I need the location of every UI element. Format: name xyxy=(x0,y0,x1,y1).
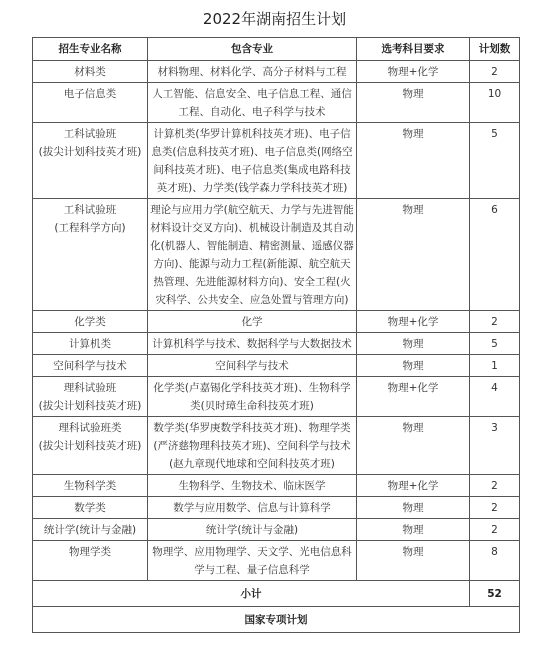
subjects-cell: 物理 xyxy=(357,333,470,355)
major-name-line: (拔尖计划科技英才班) xyxy=(38,400,142,412)
subjects-cell: 物理+化学 xyxy=(357,377,470,417)
table-row xyxy=(33,199,520,311)
major-name-line: 统计学(统计与金融) xyxy=(43,524,137,536)
major-name-cell xyxy=(33,355,148,377)
section-heading: 国家专项计划 xyxy=(33,607,520,633)
table-row xyxy=(33,311,520,333)
table-header-row xyxy=(33,38,520,61)
table-row xyxy=(33,61,520,83)
subjects-cell: 物理+化学 xyxy=(357,61,470,83)
subjects-cell: 物理 xyxy=(357,83,470,123)
includes-cell: 空间科学与技术 xyxy=(148,355,357,377)
subjects-cell: 物理 xyxy=(357,519,470,541)
major-name-line: 电子信息类 xyxy=(63,88,117,100)
quota-cell: 8 xyxy=(470,541,520,581)
subtotal-label: 小计 xyxy=(33,581,470,607)
major-name-line: 计算机类 xyxy=(69,338,111,350)
table-row xyxy=(33,123,520,199)
major-name-cell xyxy=(33,311,148,333)
major-name-line: (拔尖计划科技英才班) xyxy=(38,440,142,452)
enrollment-plan-table xyxy=(32,37,520,633)
subjects-cell: 物理 xyxy=(357,417,470,475)
quota-cell: 5 xyxy=(470,333,520,355)
table-row xyxy=(33,497,520,519)
major-name-cell xyxy=(33,475,148,497)
quota-cell: 6 xyxy=(470,199,520,311)
major-name-line: 理科试验班类 xyxy=(58,422,122,434)
subtotal-row xyxy=(33,581,520,607)
header-includes: 包含专业 xyxy=(148,38,357,61)
major-name-line: 生物科学类 xyxy=(63,480,117,492)
major-name-line: 物理学类 xyxy=(69,546,111,558)
quota-cell: 4 xyxy=(470,377,520,417)
major-name-line: 工科试验班 xyxy=(63,204,117,216)
major-name-cell xyxy=(33,519,148,541)
major-name-line: 材料类 xyxy=(74,66,106,78)
table-row xyxy=(33,333,520,355)
includes-cell: 人工智能、信息安全、电子信息工程、通信工程、自动化、电子科学与技术 xyxy=(148,83,357,123)
quota-cell: 2 xyxy=(470,311,520,333)
subjects-cell: 物理 xyxy=(357,497,470,519)
major-name-line: 工科试验班 xyxy=(63,128,117,140)
header-quota: 计划数 xyxy=(470,38,520,61)
major-name-line: 空间科学与技术 xyxy=(53,360,127,372)
section-row xyxy=(33,607,520,633)
major-name-cell xyxy=(33,83,148,123)
table-body xyxy=(33,61,520,581)
quota-cell: 2 xyxy=(470,61,520,83)
includes-cell: 计算机科学与技术、数据科学与大数据技术 xyxy=(148,333,357,355)
major-name-cell xyxy=(33,199,148,311)
includes-cell: 数学与应用数学、信息与计算科学 xyxy=(148,497,357,519)
table-row xyxy=(33,377,520,417)
includes-cell: 计算机类(华罗计算机科技英才班)、电子信息类(信息科技英才班)、电子信息类(网络空间科技英才班)、电子信息类(集成电路科技英才班)、力学类(钱学森力学科技英才班) xyxy=(148,123,357,199)
major-name-line: (拔尖计划科技英才班) xyxy=(38,146,142,158)
major-name-line: (工程科学方向) xyxy=(54,222,126,234)
subjects-cell: 物理 xyxy=(357,541,470,581)
major-name-cell xyxy=(33,377,148,417)
subjects-cell: 物理 xyxy=(357,199,470,311)
table-row xyxy=(33,475,520,497)
subjects-cell: 物理+化学 xyxy=(357,475,470,497)
includes-cell: 材料物理、材料化学、高分子材料与工程 xyxy=(148,61,357,83)
quota-cell: 1 xyxy=(470,355,520,377)
subjects-cell: 物理+化学 xyxy=(357,311,470,333)
major-name-cell xyxy=(33,541,148,581)
includes-cell: 物理学、应用物理学、天文学、光电信息科学与工程、量子信息科学 xyxy=(148,541,357,581)
table-row xyxy=(33,541,520,581)
quota-cell: 3 xyxy=(470,417,520,475)
subjects-cell: 物理 xyxy=(357,123,470,199)
major-name-cell xyxy=(33,61,148,83)
major-name-cell xyxy=(33,123,148,199)
major-name-cell xyxy=(33,333,148,355)
quota-cell: 5 xyxy=(470,123,520,199)
includes-cell: 化学类(卢嘉锡化学科技英才班)、生物科学类(贝时璋生命科技英才班) xyxy=(148,377,357,417)
table-row xyxy=(33,355,520,377)
quota-cell: 2 xyxy=(470,475,520,497)
quota-cell: 2 xyxy=(470,519,520,541)
header-subjects: 选考科目要求 xyxy=(357,38,470,61)
includes-cell: 数学类(华罗庚数学科技英才班)、物理学类(严济慈物理科技英才班)、空间科学与技术(赵九章现代地球和空间科技英才班) xyxy=(148,417,357,475)
quota-cell: 10 xyxy=(470,83,520,123)
major-name-cell xyxy=(33,497,148,519)
header-major: 招生专业名称 xyxy=(33,38,148,61)
table-row xyxy=(33,83,520,123)
includes-cell: 理论与应用力学(航空航天、力学与先进智能材料设计交叉方向)、机械设计制造及其自动化(机器人、智能制造、精密测量、遥感仪器方向)、能源与动力工程(新能源、航空航天热管理、先进能源材料方向)、安全工程(火灾科学、公共安全、应急处置与管理方向) xyxy=(148,199,357,311)
includes-cell: 生物科学、生物技术、临床医学 xyxy=(148,475,357,497)
major-name-line: 化学类 xyxy=(74,316,106,328)
table-row xyxy=(33,519,520,541)
includes-cell: 化学 xyxy=(148,311,357,333)
includes-cell: 统计学(统计与金融) xyxy=(148,519,357,541)
table-row xyxy=(33,417,520,475)
subtotal-value: 52 xyxy=(470,581,520,607)
subjects-cell: 物理 xyxy=(357,355,470,377)
major-name-cell xyxy=(33,417,148,475)
major-name-line: 理科试验班 xyxy=(63,382,117,394)
page-title: 2022年湖南招生计划 xyxy=(202,10,347,28)
quota-cell: 2 xyxy=(470,497,520,519)
major-name-line: 数学类 xyxy=(74,502,106,514)
